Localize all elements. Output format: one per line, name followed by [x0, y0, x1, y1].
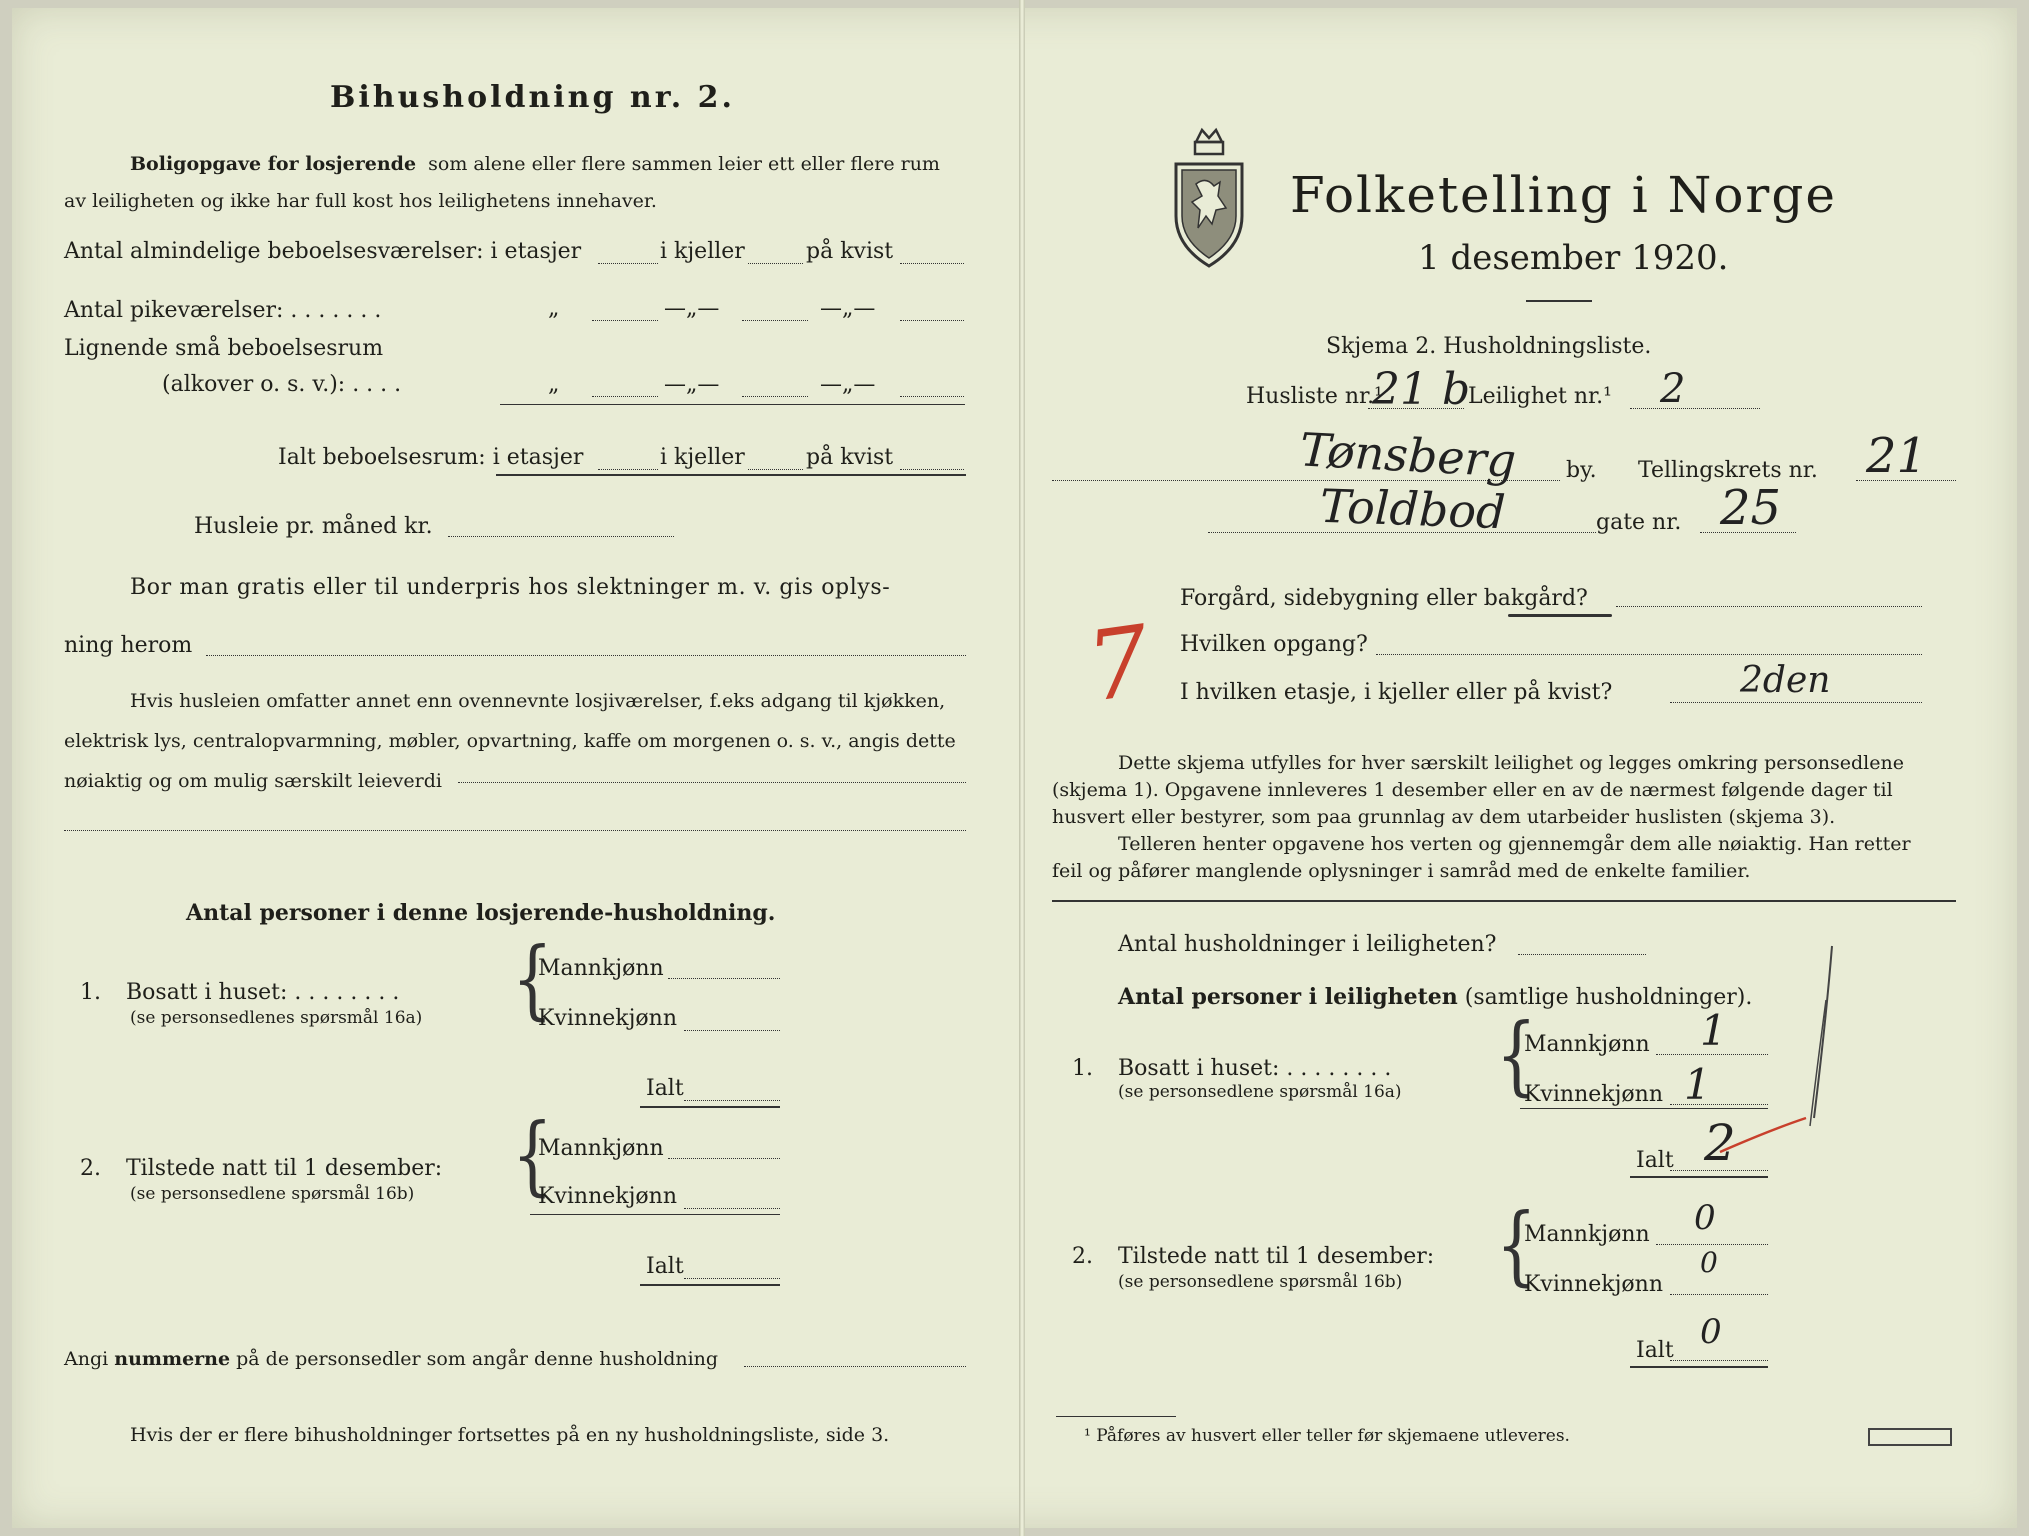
- q1-male-label: Mannkjønn: [538, 956, 664, 981]
- rent-field[interactable]: [448, 536, 674, 537]
- q1-total-rule: [1630, 1176, 1768, 1178]
- persons-heading: [1118, 984, 1752, 1010]
- printer-stamp: [1868, 1428, 1952, 1446]
- q2-total-rule: [1630, 1366, 1768, 1368]
- extra-field[interactable]: [64, 830, 966, 831]
- q1-female-label: Kvinnekjønn: [1524, 1082, 1663, 1107]
- entrance-question: Hvilken opgang?: [1180, 632, 1368, 657]
- floor-value: 2den: [1740, 660, 1831, 701]
- district-value: 21: [1866, 428, 1928, 484]
- similar-cellar-field[interactable]: [742, 396, 808, 397]
- maid-attic-field[interactable]: [900, 320, 964, 321]
- q2-label: Tilstede natt til 1 desember:: [1118, 1244, 1435, 1269]
- q1-total-rule: [640, 1106, 780, 1108]
- intro-bold: Boligopgave for losjerende: [130, 153, 417, 175]
- similar-attic-field[interactable]: [900, 396, 964, 397]
- q1-total-label: Ialt: [646, 1076, 684, 1101]
- persons-bold: Antal personer i leiligheten: [1118, 984, 1458, 1010]
- q2-total-rule: [640, 1284, 780, 1286]
- instruction-line-3: husvert eller bestyrer, som paa grunnlag av dem utarbeider huslisten (skjema 3).: [1052, 806, 1836, 828]
- q2-label: Tilstede natt til 1 desember:: [126, 1156, 443, 1181]
- intro-rest: som alene eller flere sammen leier ett eller flere rum: [428, 153, 940, 175]
- left-title: Bihusholdning nr. 2.: [330, 80, 735, 115]
- rooms-attic-field[interactable]: [900, 263, 964, 264]
- q1-sub: (se personsedlenes spørsmål 16a): [130, 1008, 423, 1028]
- yard-field[interactable]: [1616, 606, 1922, 607]
- rooms-label: Antal almindelige beboelsesværelser: i etasjer: [64, 239, 582, 264]
- q1-male-field[interactable]: [668, 978, 780, 979]
- rent-label: Husleie pr. måned kr.: [194, 514, 433, 539]
- floor-field[interactable]: [1670, 702, 1922, 703]
- ditto-mark: —„—: [664, 372, 720, 397]
- footnote-rule: [1056, 1416, 1176, 1417]
- footnote: ¹ Påføres av husvert eller teller før skjemaene utleveres.: [1084, 1426, 1570, 1446]
- similar-rooms-label-1: Lignende små beboelsesrum: [64, 336, 384, 361]
- q1-female-field[interactable]: [684, 1030, 780, 1031]
- free-label-1: Bor man gratis eller til underpris hos slektninger m. v. gis oplys-: [130, 575, 891, 600]
- yard-question: Forgård, sidebygning eller bakgård?: [1180, 586, 1588, 611]
- apartment-field[interactable]: [1630, 408, 1760, 409]
- page-fold: [1019, 0, 1025, 1536]
- q2-total-label: Ialt: [1636, 1338, 1674, 1363]
- persons-rest: (samtlige husholdninger).: [1464, 985, 1753, 1010]
- q2-male-label: Mannkjønn: [538, 1136, 664, 1161]
- maid-floor-field[interactable]: [592, 320, 658, 321]
- total-attic-label: på kvist: [806, 445, 894, 470]
- apartment-label: Leilighet nr.¹: [1468, 384, 1612, 409]
- census-date: 1 desember 1920.: [1418, 238, 1729, 278]
- numbers-label: [64, 1348, 718, 1370]
- city-label: by.: [1566, 458, 1597, 483]
- city-value: Tønsberg: [1298, 422, 1518, 488]
- maid-cellar-field[interactable]: [742, 320, 808, 321]
- q1-male-label: Mannkjønn: [1524, 1032, 1650, 1057]
- note-line-3: nøiaktig og om mulig særskilt leieverdi: [64, 770, 442, 792]
- ditto-mark: „: [548, 372, 560, 397]
- sum-rule: [500, 404, 965, 405]
- note-line-2: elektrisk lys, centralopvarmning, møbler, opvartning, kaffe om morgenen o. s. v., angis dette: [64, 730, 956, 752]
- numbers-bold: nummerne: [114, 1348, 231, 1370]
- street-number-value: 25: [1720, 480, 1782, 536]
- yard-underline: [1508, 614, 1612, 617]
- house-list-label: Husliste nr.¹: [1246, 384, 1383, 409]
- total-rule: [496, 474, 966, 476]
- q2-total-field[interactable]: [1670, 1360, 1768, 1361]
- q2-rule: [530, 1214, 780, 1215]
- rooms-attic-label: på kvist: [806, 239, 894, 264]
- entrance-field[interactable]: [1376, 654, 1922, 655]
- q1-female-value: 1: [1684, 1060, 1711, 1109]
- total-attic-field[interactable]: [900, 469, 964, 470]
- floor-question: I hvilken etasje, i kjeller eller på kvist?: [1180, 680, 1613, 705]
- district-label: Tellingskrets nr.: [1638, 458, 1818, 483]
- q1-total-value: 2: [1704, 1114, 1736, 1172]
- q1-number: 1.: [80, 980, 101, 1005]
- similar-rooms-label-2: (alkover o. s. v.): . . . .: [162, 372, 402, 397]
- q2-total-value: 0: [1700, 1312, 1722, 1352]
- q2-total-field[interactable]: [684, 1278, 780, 1279]
- maid-rooms-label: Antal pikeværelser: . . . . . . .: [64, 298, 382, 323]
- total-rooms-label: Ialt beboelsesrum: i etasjer: [278, 445, 584, 470]
- street-value: Toldbod: [1319, 478, 1507, 540]
- free-field[interactable]: [206, 655, 966, 656]
- persons-heading: Antal personer i denne losjerende-husholdning.: [186, 900, 776, 926]
- q2-male-value: 0: [1694, 1198, 1716, 1238]
- section-rule: [1052, 900, 1956, 902]
- q1-total-field[interactable]: [684, 1100, 780, 1101]
- q2-number: 2.: [80, 1156, 101, 1181]
- note-line-1: Hvis husleien omfatter annet enn ovennevnte losjiværelser, f.eks adgang til kjøkken,: [130, 690, 946, 712]
- red-check-mark: 7: [1080, 604, 1157, 724]
- instruction-line-1: Dette skjema utfylles for hver særskilt leilighet og legges omkring personsedlene: [1118, 752, 1904, 774]
- schema-label: Skjema 2. Husholdningsliste.: [1326, 334, 1652, 359]
- q2-sub: (se personsedlene spørsmål 16b): [130, 1184, 415, 1204]
- q2-sub: (se personsedlene spørsmål 16b): [1118, 1272, 1403, 1292]
- rooms-floor-field[interactable]: [598, 263, 658, 264]
- total-cellar-label: i kjeller: [660, 445, 745, 470]
- similar-floor-field[interactable]: [592, 396, 658, 397]
- instruction-line-5: feil og påfører manglende oplysninger i samråd med de enkelte familier.: [1052, 860, 1751, 882]
- q2-male-label: Mannkjønn: [1524, 1222, 1650, 1247]
- rent-value-field[interactable]: [458, 782, 966, 783]
- ditto-mark: —„—: [820, 372, 876, 397]
- q2-number: 2.: [1072, 1244, 1093, 1269]
- q2-female-field[interactable]: [684, 1208, 780, 1209]
- apartment-value: 2: [1660, 366, 1686, 412]
- q2-male-field[interactable]: [1656, 1244, 1768, 1245]
- households-question: Antal husholdninger i leiligheten?: [1118, 932, 1497, 957]
- brace: {: [1496, 1006, 1537, 1106]
- intro-line-2: av leiligheten og ikke har full kost hos leilighetens innehaver.: [64, 190, 657, 212]
- brace: {: [512, 930, 553, 1030]
- q1-label: Bosatt i huset: . . . . . . . .: [126, 980, 400, 1005]
- brace: {: [1496, 1196, 1537, 1296]
- title-rule: [1526, 300, 1592, 302]
- q1-female-label: Kvinnekjønn: [538, 1006, 677, 1031]
- ditto-mark: „: [548, 296, 560, 321]
- census-title: Folketelling i Norge: [1290, 166, 1837, 224]
- instruction-line-2: (skjema 1). Opgavene innleveres 1 desember eller en av de nærmest følgende dager til: [1052, 779, 1893, 801]
- numbers-field[interactable]: [744, 1366, 966, 1367]
- total-floor-field[interactable]: [598, 469, 658, 470]
- ditto-mark: —„—: [820, 296, 876, 321]
- q1-label: Bosatt i huset: . . . . . . . .: [1118, 1056, 1392, 1081]
- total-cellar-field[interactable]: [748, 469, 803, 470]
- q2-female-label: Kvinnekjønn: [1524, 1272, 1663, 1297]
- street-label: gate nr.: [1596, 510, 1682, 535]
- rooms-cellar-field[interactable]: [748, 263, 803, 264]
- rooms-cellar-label: i kjeller: [660, 239, 745, 264]
- q2-female-label: Kvinnekjønn: [538, 1184, 677, 1209]
- check-strokes-icon: [1680, 940, 1840, 1170]
- numbers-rest: på de personsedler som angår denne husholdning: [236, 1348, 719, 1370]
- q2-male-field[interactable]: [668, 1158, 780, 1159]
- q2-female-value: 0: [1700, 1246, 1718, 1279]
- q1-male-value: 1: [1700, 1006, 1727, 1055]
- instruction-line-4: Telleren henter opgavene hos verten og gjennemgår dem alle nøiaktig. Han retter: [1118, 833, 1911, 855]
- free-label-2: ning herom: [64, 633, 193, 658]
- q1-number: 1.: [1072, 1056, 1093, 1081]
- q2-female-field[interactable]: [1670, 1294, 1768, 1295]
- households-field[interactable]: [1518, 954, 1646, 955]
- q1-sub: (se personsedlene spørsmål 16a): [1118, 1082, 1402, 1102]
- brace: {: [512, 1106, 553, 1206]
- q1-total-label: Ialt: [1636, 1148, 1674, 1173]
- numbers-pre: Angi: [64, 1348, 109, 1370]
- intro-line-1: [130, 153, 940, 175]
- ditto-mark: —„—: [664, 296, 720, 321]
- q2-total-label: Ialt: [646, 1254, 684, 1279]
- house-list-value: 21 b: [1372, 364, 1471, 415]
- coat-of-arms-icon: [1168, 124, 1250, 274]
- more-households-note: Hvis der er flere bihusholdninger fortsettes på en ny husholdningsliste, side 3.: [130, 1424, 890, 1446]
